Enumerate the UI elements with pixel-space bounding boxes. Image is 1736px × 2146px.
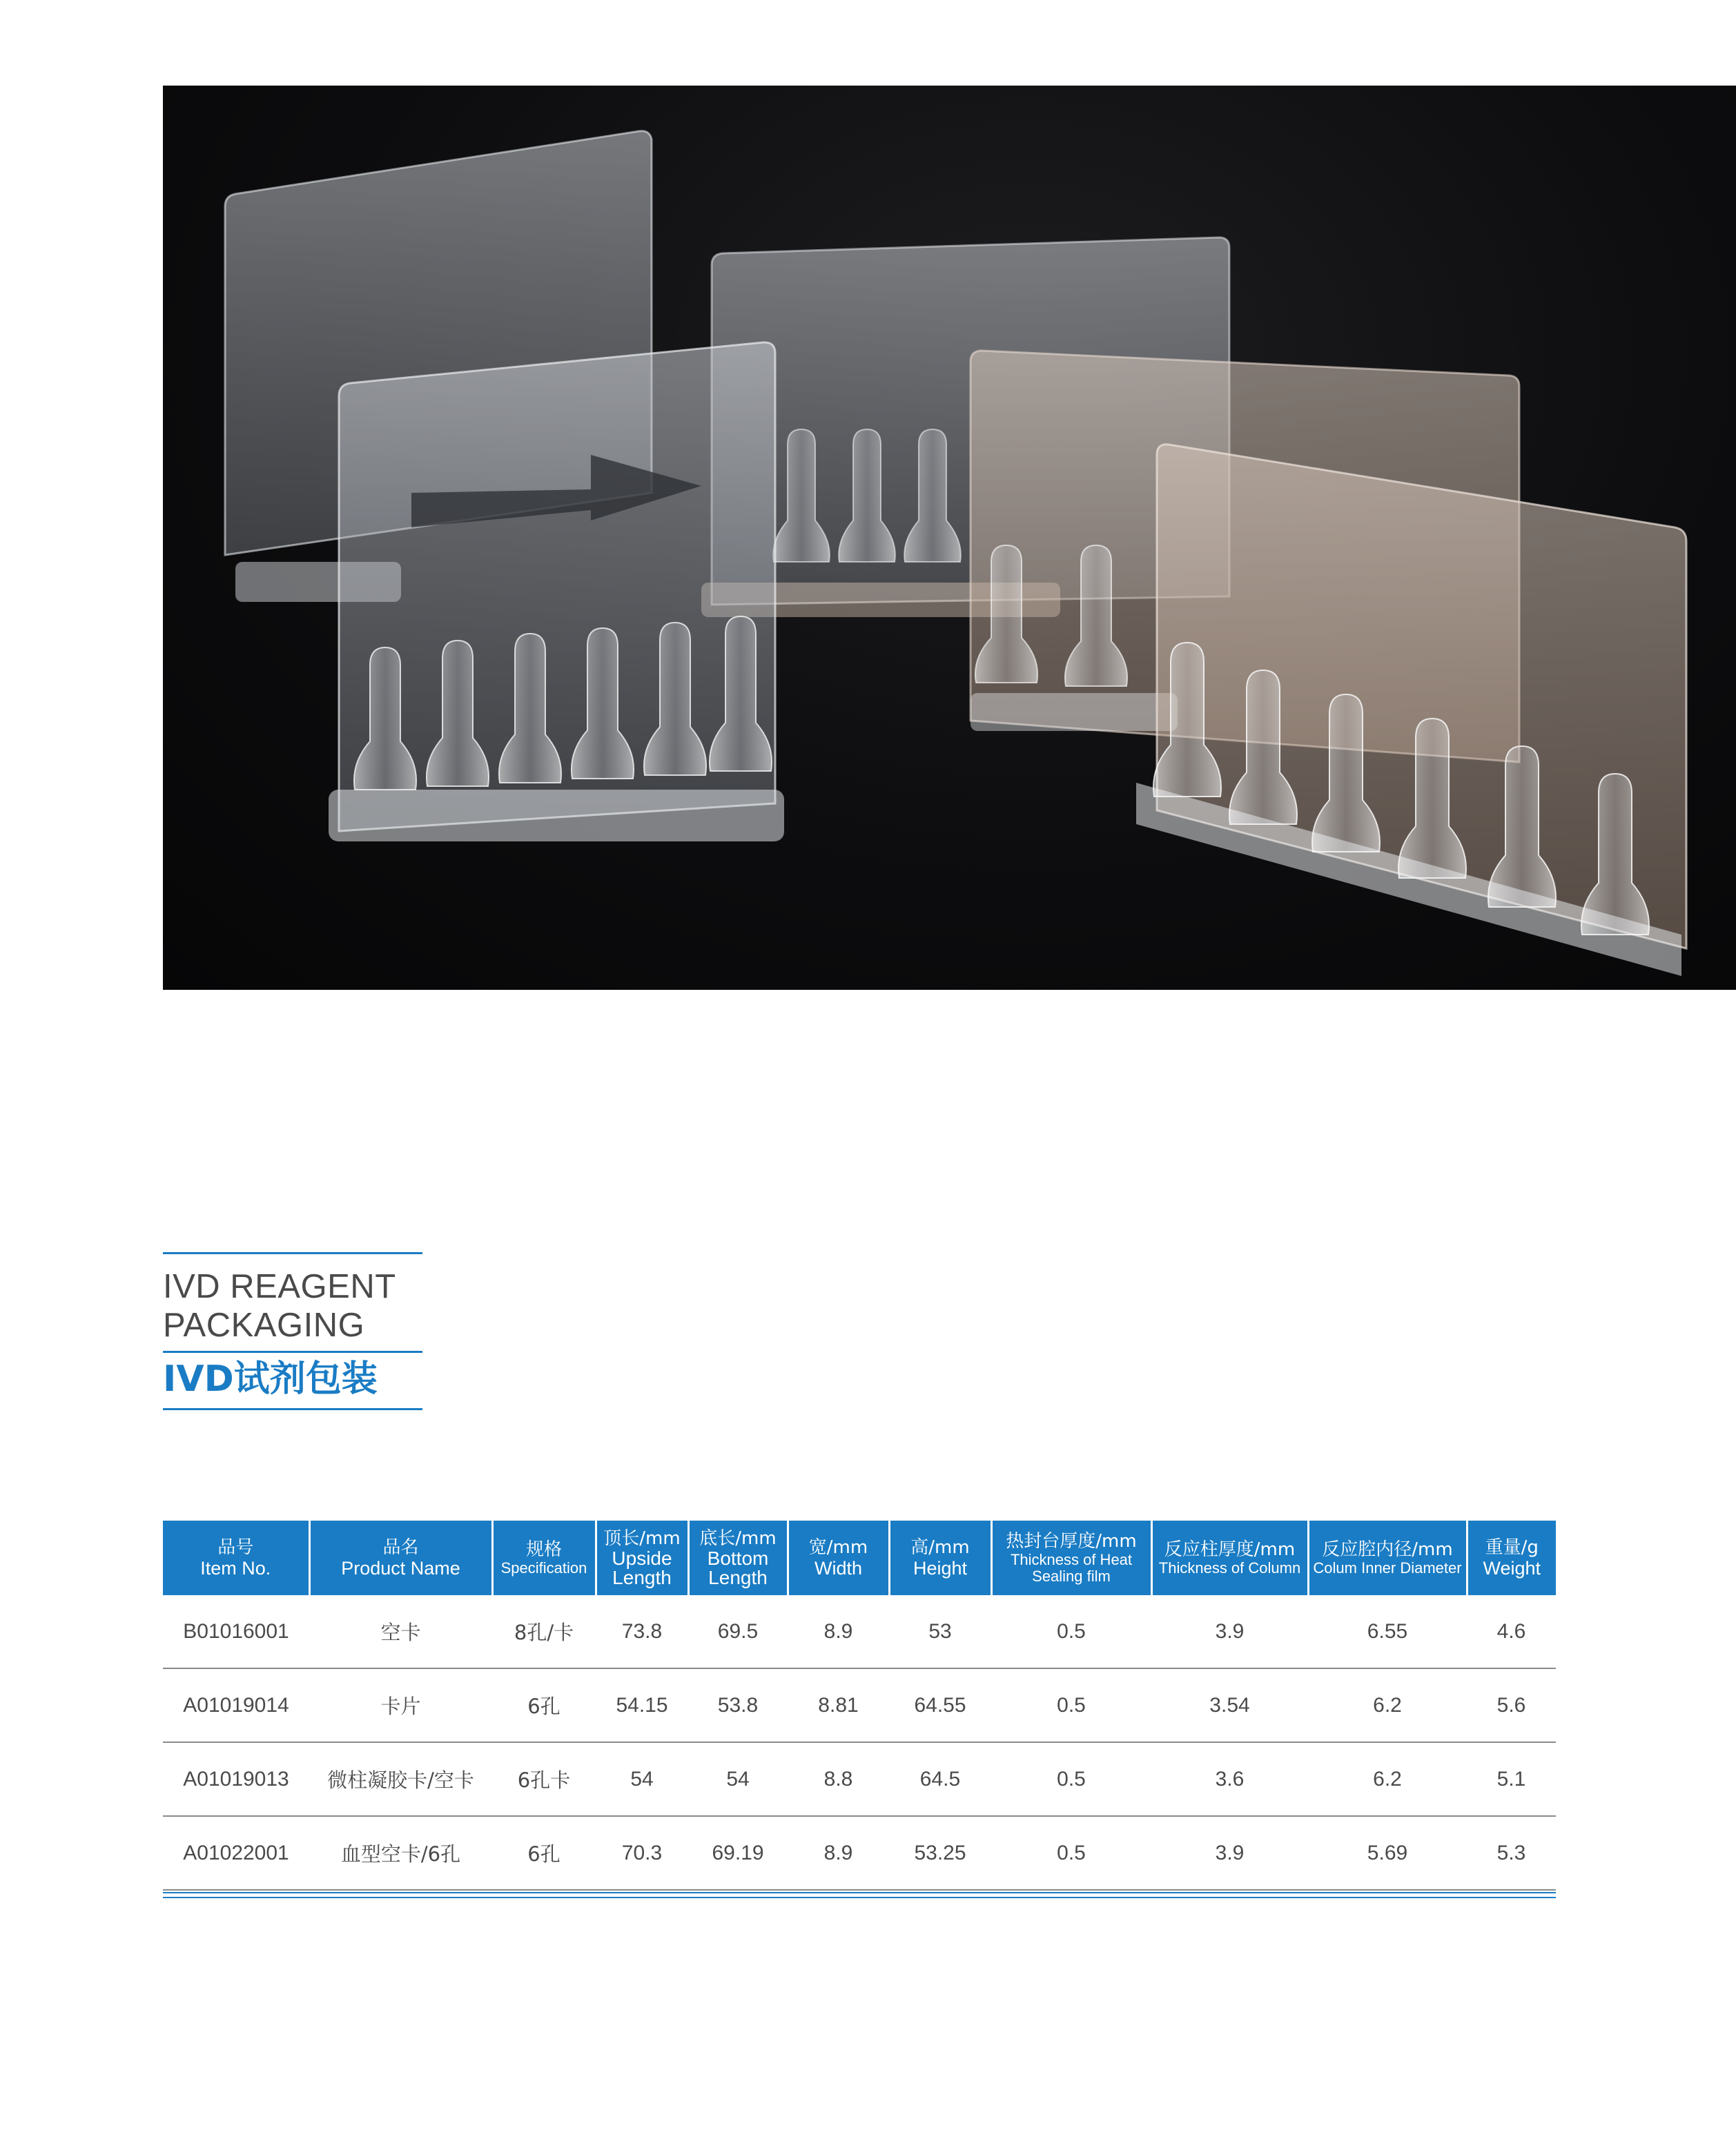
table-header-row [163, 1521, 1556, 1595]
cell-weight: 4.6 [1467, 1595, 1556, 1668]
cell-width: 8.9 [788, 1595, 889, 1668]
cell-width: 8.8 [788, 1742, 889, 1816]
cell-specification: 8孔/卡 [492, 1595, 596, 1668]
card-front-left [329, 342, 784, 841]
header-inner-diameter: 反应腔内径/mm Colum Inner Diameter [1308, 1521, 1467, 1595]
header-upside-length: 顶长/mm Upside Length [596, 1521, 688, 1595]
cell-weight: 5.1 [1467, 1742, 1556, 1816]
cell-item-no: A01019013 [163, 1742, 309, 1816]
cell-product-name: 微柱凝胶卡/空卡 [309, 1742, 492, 1816]
cell-inner-diameter: 6.2 [1308, 1742, 1467, 1816]
header-width: 宽/mm Width [788, 1521, 889, 1595]
section-title-cn: IVD试剂包装 [163, 1358, 378, 1400]
cell-column-thickness: 3.9 [1151, 1816, 1308, 1890]
cell-bottom-length: 53.8 [688, 1668, 788, 1742]
cell-upside-length: 73.8 [596, 1595, 688, 1668]
table-row [163, 1816, 1556, 1890]
cell-item-no: A01019014 [163, 1668, 309, 1742]
title-middle-rule [163, 1351, 422, 1353]
cell-upside-length: 70.3 [596, 1816, 688, 1890]
table-row [163, 1595, 1556, 1668]
reagent-cards-illustration [163, 86, 1736, 990]
cell-height: 64.55 [889, 1668, 991, 1742]
cell-heat-sealing-thickness: 0.5 [991, 1816, 1151, 1890]
cell-product-name: 血型空卡/6孔 [309, 1816, 492, 1890]
cell-heat-sealing-thickness: 0.5 [991, 1595, 1151, 1668]
header-heat-sealing-thickness: 热封台厚度/mm Thickness of Heat Sealing film [991, 1521, 1151, 1595]
cell-upside-length: 54 [596, 1742, 688, 1816]
title-bottom-rule [163, 1408, 422, 1410]
header-column-thickness: 反应柱厚度/mm Thickness of Column [1151, 1521, 1308, 1595]
cell-heat-sealing-thickness: 0.5 [991, 1668, 1151, 1742]
cell-height: 64.5 [889, 1742, 991, 1816]
table-row [163, 1742, 1556, 1816]
cell-item-no: A01022001 [163, 1816, 309, 1890]
cell-height: 53.25 [889, 1816, 991, 1890]
card-front-right [1136, 445, 1686, 976]
title-top-rule [163, 1252, 422, 1254]
cell-weight: 5.3 [1467, 1816, 1556, 1890]
cell-inner-diameter: 6.55 [1308, 1595, 1467, 1668]
header-weight: 重量/g Weight [1467, 1521, 1556, 1595]
cell-bottom-length: 69.5 [688, 1595, 788, 1668]
section-title-en-line1: IVD REAGENT [163, 1268, 396, 1305]
table-bottom-rule-1 [163, 1892, 1556, 1893]
header-item-no: 品号 Item No. [163, 1521, 309, 1595]
cell-specification: 6孔卡 [492, 1742, 596, 1816]
header-bottom-length: 底长/mm Bottom Length [688, 1521, 788, 1595]
cell-item-no: B01016001 [163, 1595, 309, 1668]
cell-product-name: 卡片 [309, 1668, 492, 1742]
cell-width: 8.9 [788, 1816, 889, 1890]
cell-specification: 6孔 [492, 1668, 596, 1742]
cell-column-thickness: 3.6 [1151, 1742, 1308, 1816]
cell-specification: 6孔 [492, 1816, 596, 1890]
cell-product-name: 空卡 [309, 1595, 492, 1668]
cell-bottom-length: 69.19 [688, 1816, 788, 1890]
product-photo [163, 86, 1736, 990]
section-title-en-line2: PACKAGING [163, 1307, 365, 1344]
spec-table [163, 1521, 1556, 1891]
cell-heat-sealing-thickness: 0.5 [991, 1742, 1151, 1816]
section-title-en [163, 1267, 577, 1345]
table-bottom-rule-2 [163, 1897, 1556, 1898]
header-product-name: 品名 Product Name [309, 1521, 492, 1595]
cell-width: 8.81 [788, 1668, 889, 1742]
cell-column-thickness: 3.9 [1151, 1595, 1308, 1668]
table-row [163, 1668, 1556, 1742]
cell-column-thickness: 3.54 [1151, 1668, 1308, 1742]
cell-bottom-length: 54 [688, 1742, 788, 1816]
cell-inner-diameter: 5.69 [1308, 1816, 1467, 1890]
cell-inner-diameter: 6.2 [1308, 1668, 1467, 1742]
header-height: 高/mm Height [889, 1521, 991, 1595]
cell-weight: 5.6 [1467, 1668, 1556, 1742]
cell-height: 53 [889, 1595, 991, 1668]
header-specification: 规格 Specification [492, 1521, 596, 1595]
cell-upside-length: 54.15 [596, 1668, 688, 1742]
